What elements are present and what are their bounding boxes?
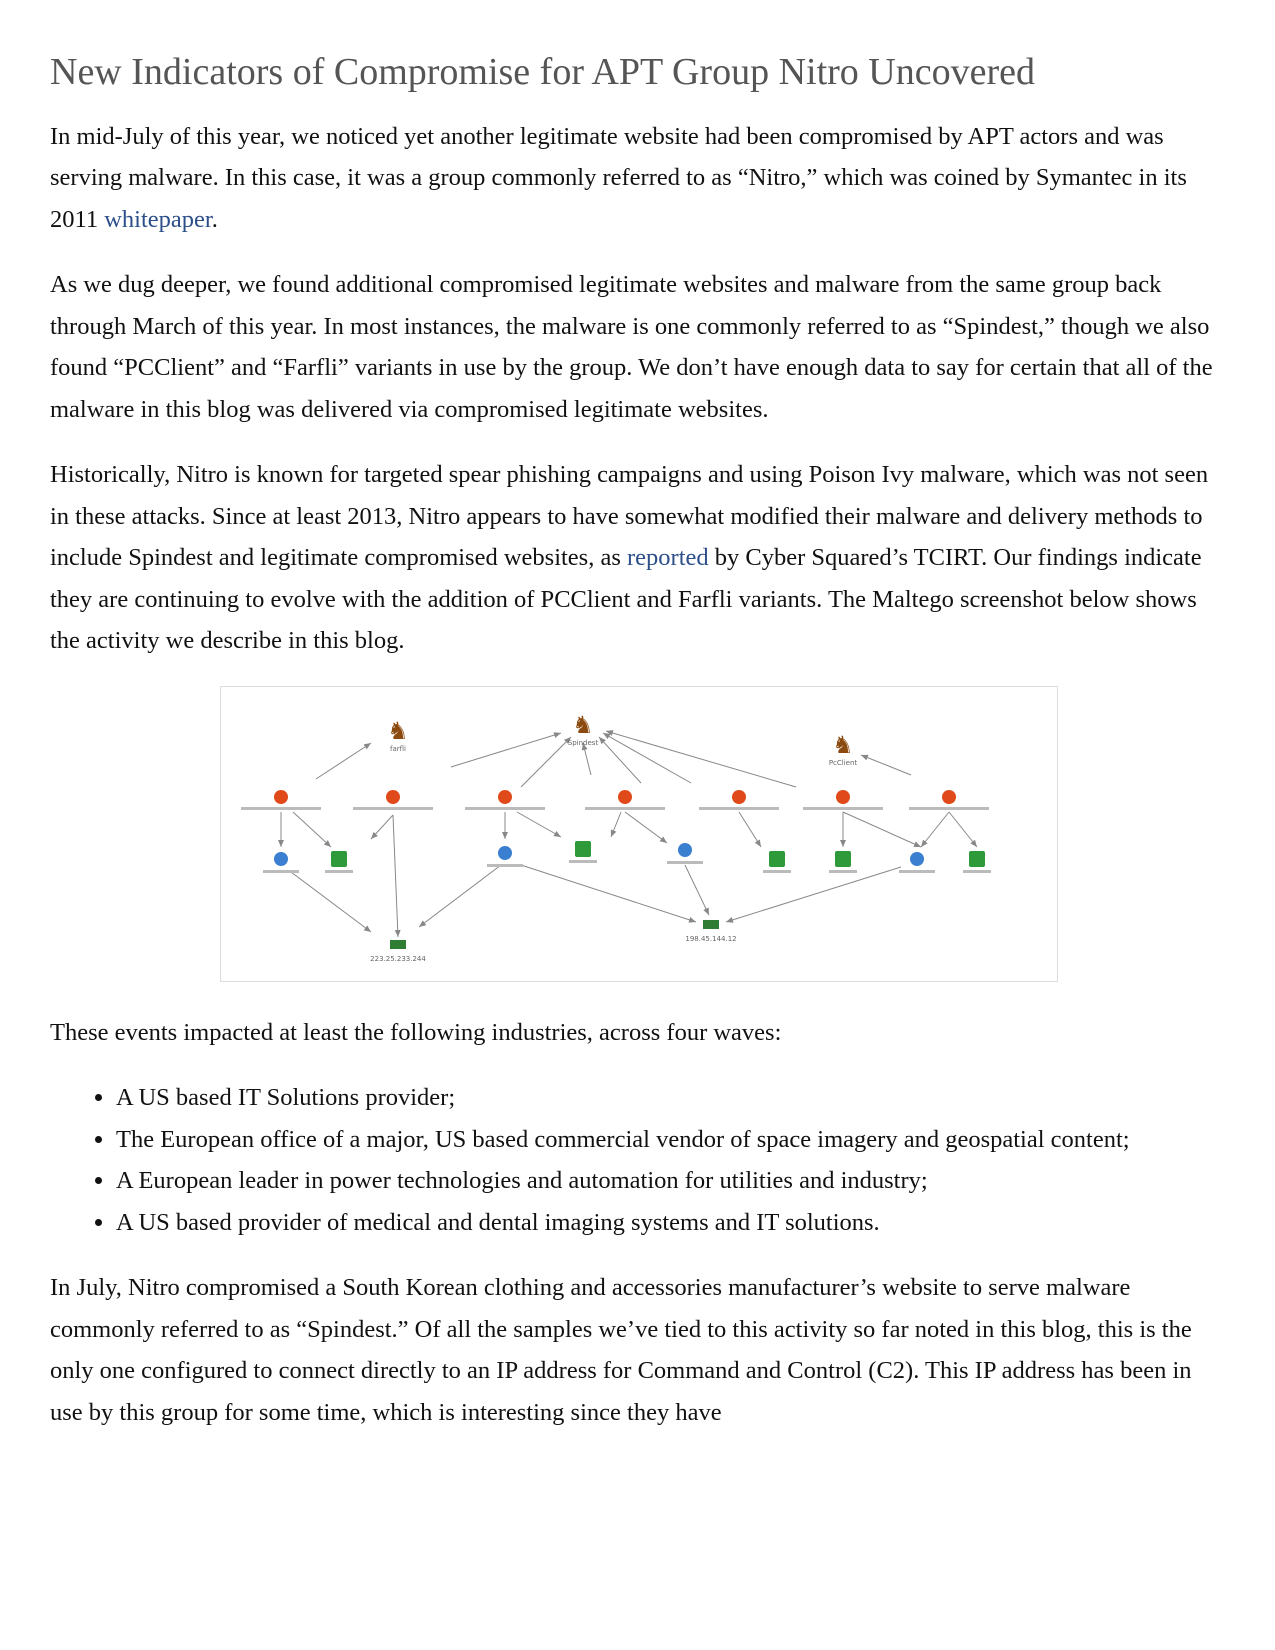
file-label: [763, 870, 791, 873]
executable-icon: [769, 851, 785, 867]
list-item: • The European office of a major, US based commercial vendor of space imagery and geospatial content;: [116, 1119, 1220, 1161]
domain-label: [487, 864, 523, 867]
hash-icon: [836, 790, 850, 804]
graph-edge: [521, 865, 696, 922]
maltego-screenshot: [220, 686, 1058, 982]
globe-icon: [910, 852, 924, 866]
globe-icon: [498, 846, 512, 860]
malware-family-icon: ♞: [572, 710, 594, 739]
hash-icon: [498, 790, 512, 804]
industry-list: [50, 1077, 1220, 1243]
hash-label: [699, 807, 779, 810]
paragraph-2: As we dug deeper, we found additional compromised legitimate websites and malware from the same group back through March of this year. In most instances, the malware is one commonly referred to as “Spindest,” though we also found “PCClient” and “Farfli” variants in use by the group. We don’t have enough data to say for certain that all of the malware in this blog was delivered via compromised legitimate websites.: [50, 271, 1213, 423]
graph-edge: [521, 737, 571, 787]
hash-icon: [942, 790, 956, 804]
paragraph-4: These events impacted at least the following industries, across four waves:: [50, 1018, 782, 1046]
ip-address-icon: [390, 940, 406, 949]
graph-edge: [611, 812, 621, 837]
malware-family-label: farfli: [390, 744, 406, 753]
executable-icon: [575, 841, 591, 857]
article-title: New Indicators of Compromise for APT Group Nitro Uncovered: [50, 51, 1035, 93]
hash-label: [585, 807, 665, 810]
graph-edge: [393, 815, 398, 937]
malware-family-label: Spindest: [567, 738, 599, 747]
graph-edge: [451, 733, 561, 767]
hash-icon: [618, 790, 632, 804]
executable-icon: [835, 851, 851, 867]
graph-edge: [843, 812, 921, 847]
domain-label: [667, 861, 703, 864]
paragraph-1: [50, 116, 1220, 241]
graph-edge: [949, 812, 977, 847]
paragraph-5: In July, Nitro compromised a South Korean clothing and accessories manufacturer’s website to serve malware commonly referred to as “Spindest.” Of all the samples we’ve tied to this activity so far noted in this blog, this is the only one configured to connect directly to an IP address for Command and Control (C2). This IP address has been in use by this group for some time, which is interesting since they have: [50, 1274, 1192, 1426]
graph-edge: [625, 812, 667, 843]
graph-edge: [583, 743, 591, 775]
graph-edge: [293, 812, 331, 847]
domain-label: [263, 870, 299, 873]
graph-edge: [517, 812, 561, 837]
file-label: [569, 860, 597, 863]
malware-family-icon: ♞: [387, 716, 409, 745]
ip-address-label: 198.45.144.12: [685, 934, 737, 943]
paragraph-1-end: .: [211, 205, 218, 233]
hash-label: [803, 807, 883, 810]
executable-icon: [331, 851, 347, 867]
domain-label: [899, 870, 935, 873]
graph-edge: [419, 865, 501, 927]
executable-icon: [969, 851, 985, 867]
paragraph-1-text: In mid-July of this year, we noticed yet another legitimate website had been compromised by APT actors and was serving malware. In this case, it was a group commonly referred to as “Nitro,” which was coined by Symantec in its 2011: [50, 122, 1187, 233]
graph-edge: [685, 865, 709, 915]
paragraph-3: [50, 454, 1220, 662]
hash-label: [241, 807, 321, 810]
paragraph-3-end: by Cyber Squared’s TCIRT. Our findings indicate they are continuing to evolve with the addition of PCClient and Farfli variants. The Maltego screenshot below shows the activity we describe in this blog.: [50, 544, 1202, 655]
globe-icon: [274, 852, 288, 866]
graph-edge: [921, 812, 949, 847]
whitepaper-link[interactable]: whitepaper: [104, 205, 212, 233]
list-item: • A European leader in power technologies and automation for utilities and industry;: [116, 1160, 1220, 1202]
article: [50, 40, 1220, 1457]
graph-edge: [603, 733, 691, 783]
list-item: • A US based IT Solutions provider;: [116, 1077, 1220, 1119]
graph-edge: [861, 755, 911, 775]
hash-label: [909, 807, 989, 810]
ip-address-label: 223.25.233.244: [370, 954, 426, 963]
graph-edge: [726, 867, 901, 922]
hash-icon: [732, 790, 746, 804]
list-item: • A US based provider of medical and dental imaging systems and IT solutions.: [116, 1202, 1220, 1244]
maltego-graph: [221, 687, 1057, 981]
graph-edge: [291, 872, 371, 932]
reported-link[interactable]: reported: [627, 544, 709, 572]
malware-family-label: PcClient: [828, 758, 858, 767]
hash-icon: [386, 790, 400, 804]
file-label: [829, 870, 857, 873]
file-label: [325, 870, 353, 873]
graph-edge: [606, 731, 796, 787]
ip-address-icon: [703, 920, 719, 929]
graph-edge: [739, 812, 761, 847]
graph-edge: [599, 737, 641, 783]
paragraph-3-text: Historically, Nitro is known for targeted spear phishing campaigns and using Poison Ivy malware, which was not seen in these attacks. Since at least 2013, Nitro appears to have somewhat modified their malware and delivery methods to include Spindest and legitimate compromised websites, as: [50, 461, 1209, 572]
hash-label: [465, 807, 545, 810]
graph-edge: [316, 743, 371, 779]
hash-label: [353, 807, 433, 810]
graph-edge: [371, 815, 393, 839]
malware-family-icon: ♞: [832, 730, 854, 759]
hash-icon: [274, 790, 288, 804]
file-label: [963, 870, 991, 873]
globe-icon: [678, 843, 692, 857]
